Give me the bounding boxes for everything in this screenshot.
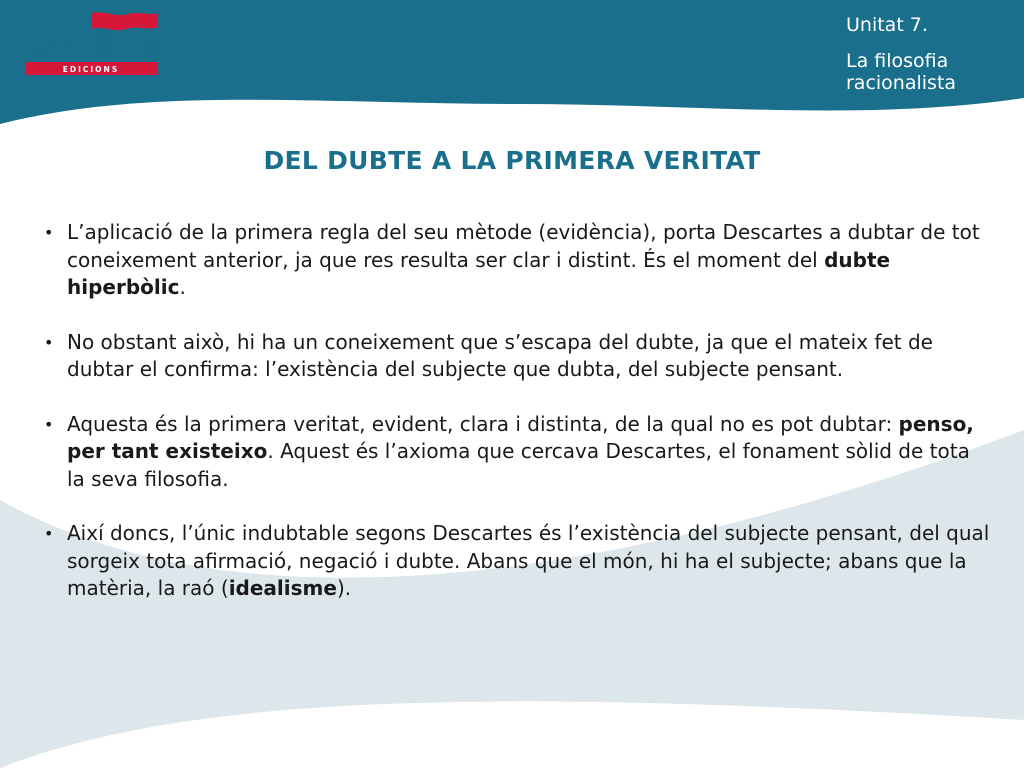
bullet-list bbox=[42, 219, 992, 630]
flag-icon bbox=[22, 10, 162, 80]
publisher-logo bbox=[22, 10, 162, 80]
bullet-text: No obstant això, hi ha un coneixement que s’escapa del dubte, ja que el mateix fet de dubtar el confirma: l’existència del subjecte que dubta, del subjecte pensant. bbox=[67, 329, 933, 381]
bullet-text: Aquesta és la primera veritat, evident, clara i distinta, de la qual no es pot dubtar: bbox=[67, 411, 899, 436]
logo-wordmark: Castellnou bbox=[27, 32, 160, 62]
bullet-item bbox=[42, 219, 992, 302]
bullet-text: Així doncs, l’únic indubtable segons Descartes és l’existència del subjecte pensant, del qual sorgeix tota afirmació, negació i dubte. Abans que el món, hi ha el subjecte; abans que la matèria, la raó ( bbox=[67, 521, 990, 600]
bullet-dot-icon: • bbox=[44, 223, 54, 242]
bullet-text-end: ). bbox=[336, 576, 352, 600]
bullet-dot-icon: • bbox=[44, 332, 54, 352]
logo-subtitle: EDICIONS bbox=[62, 65, 120, 74]
bullet-emphasis: penso, per tant existeixo bbox=[67, 411, 974, 463]
unit-info bbox=[846, 14, 1016, 94]
slide-title: DEL DUBTE A LA PRIMERA VERITAT bbox=[263, 146, 761, 175]
bullet-dot-icon: • bbox=[44, 414, 54, 434]
bullet-item bbox=[42, 520, 992, 603]
bullet-item bbox=[42, 329, 992, 384]
bullet-dot-icon: • bbox=[44, 524, 54, 543]
unit-topic: La filosofia racionalista bbox=[846, 50, 957, 94]
bullet-emphasis: idealisme bbox=[228, 576, 337, 600]
bullet-text: L’aplicació de la primera regla del seu mètode (evidència), porta Descartes a dubtar de tot coneixement anterior, ja que res resulta ser clar i distint. És el moment del bbox=[67, 220, 980, 272]
bullet-text-end: . Aquest és l’axioma que cercava Descartes, el fonament sòlid de tota la seva filosofia. bbox=[67, 439, 970, 491]
unit-number: Unitat 7. bbox=[846, 14, 928, 36]
bullet-emphasis: dubte hiperbòlic bbox=[67, 247, 891, 299]
bullet-text-end: . bbox=[179, 275, 186, 299]
bullet-item bbox=[42, 411, 992, 494]
